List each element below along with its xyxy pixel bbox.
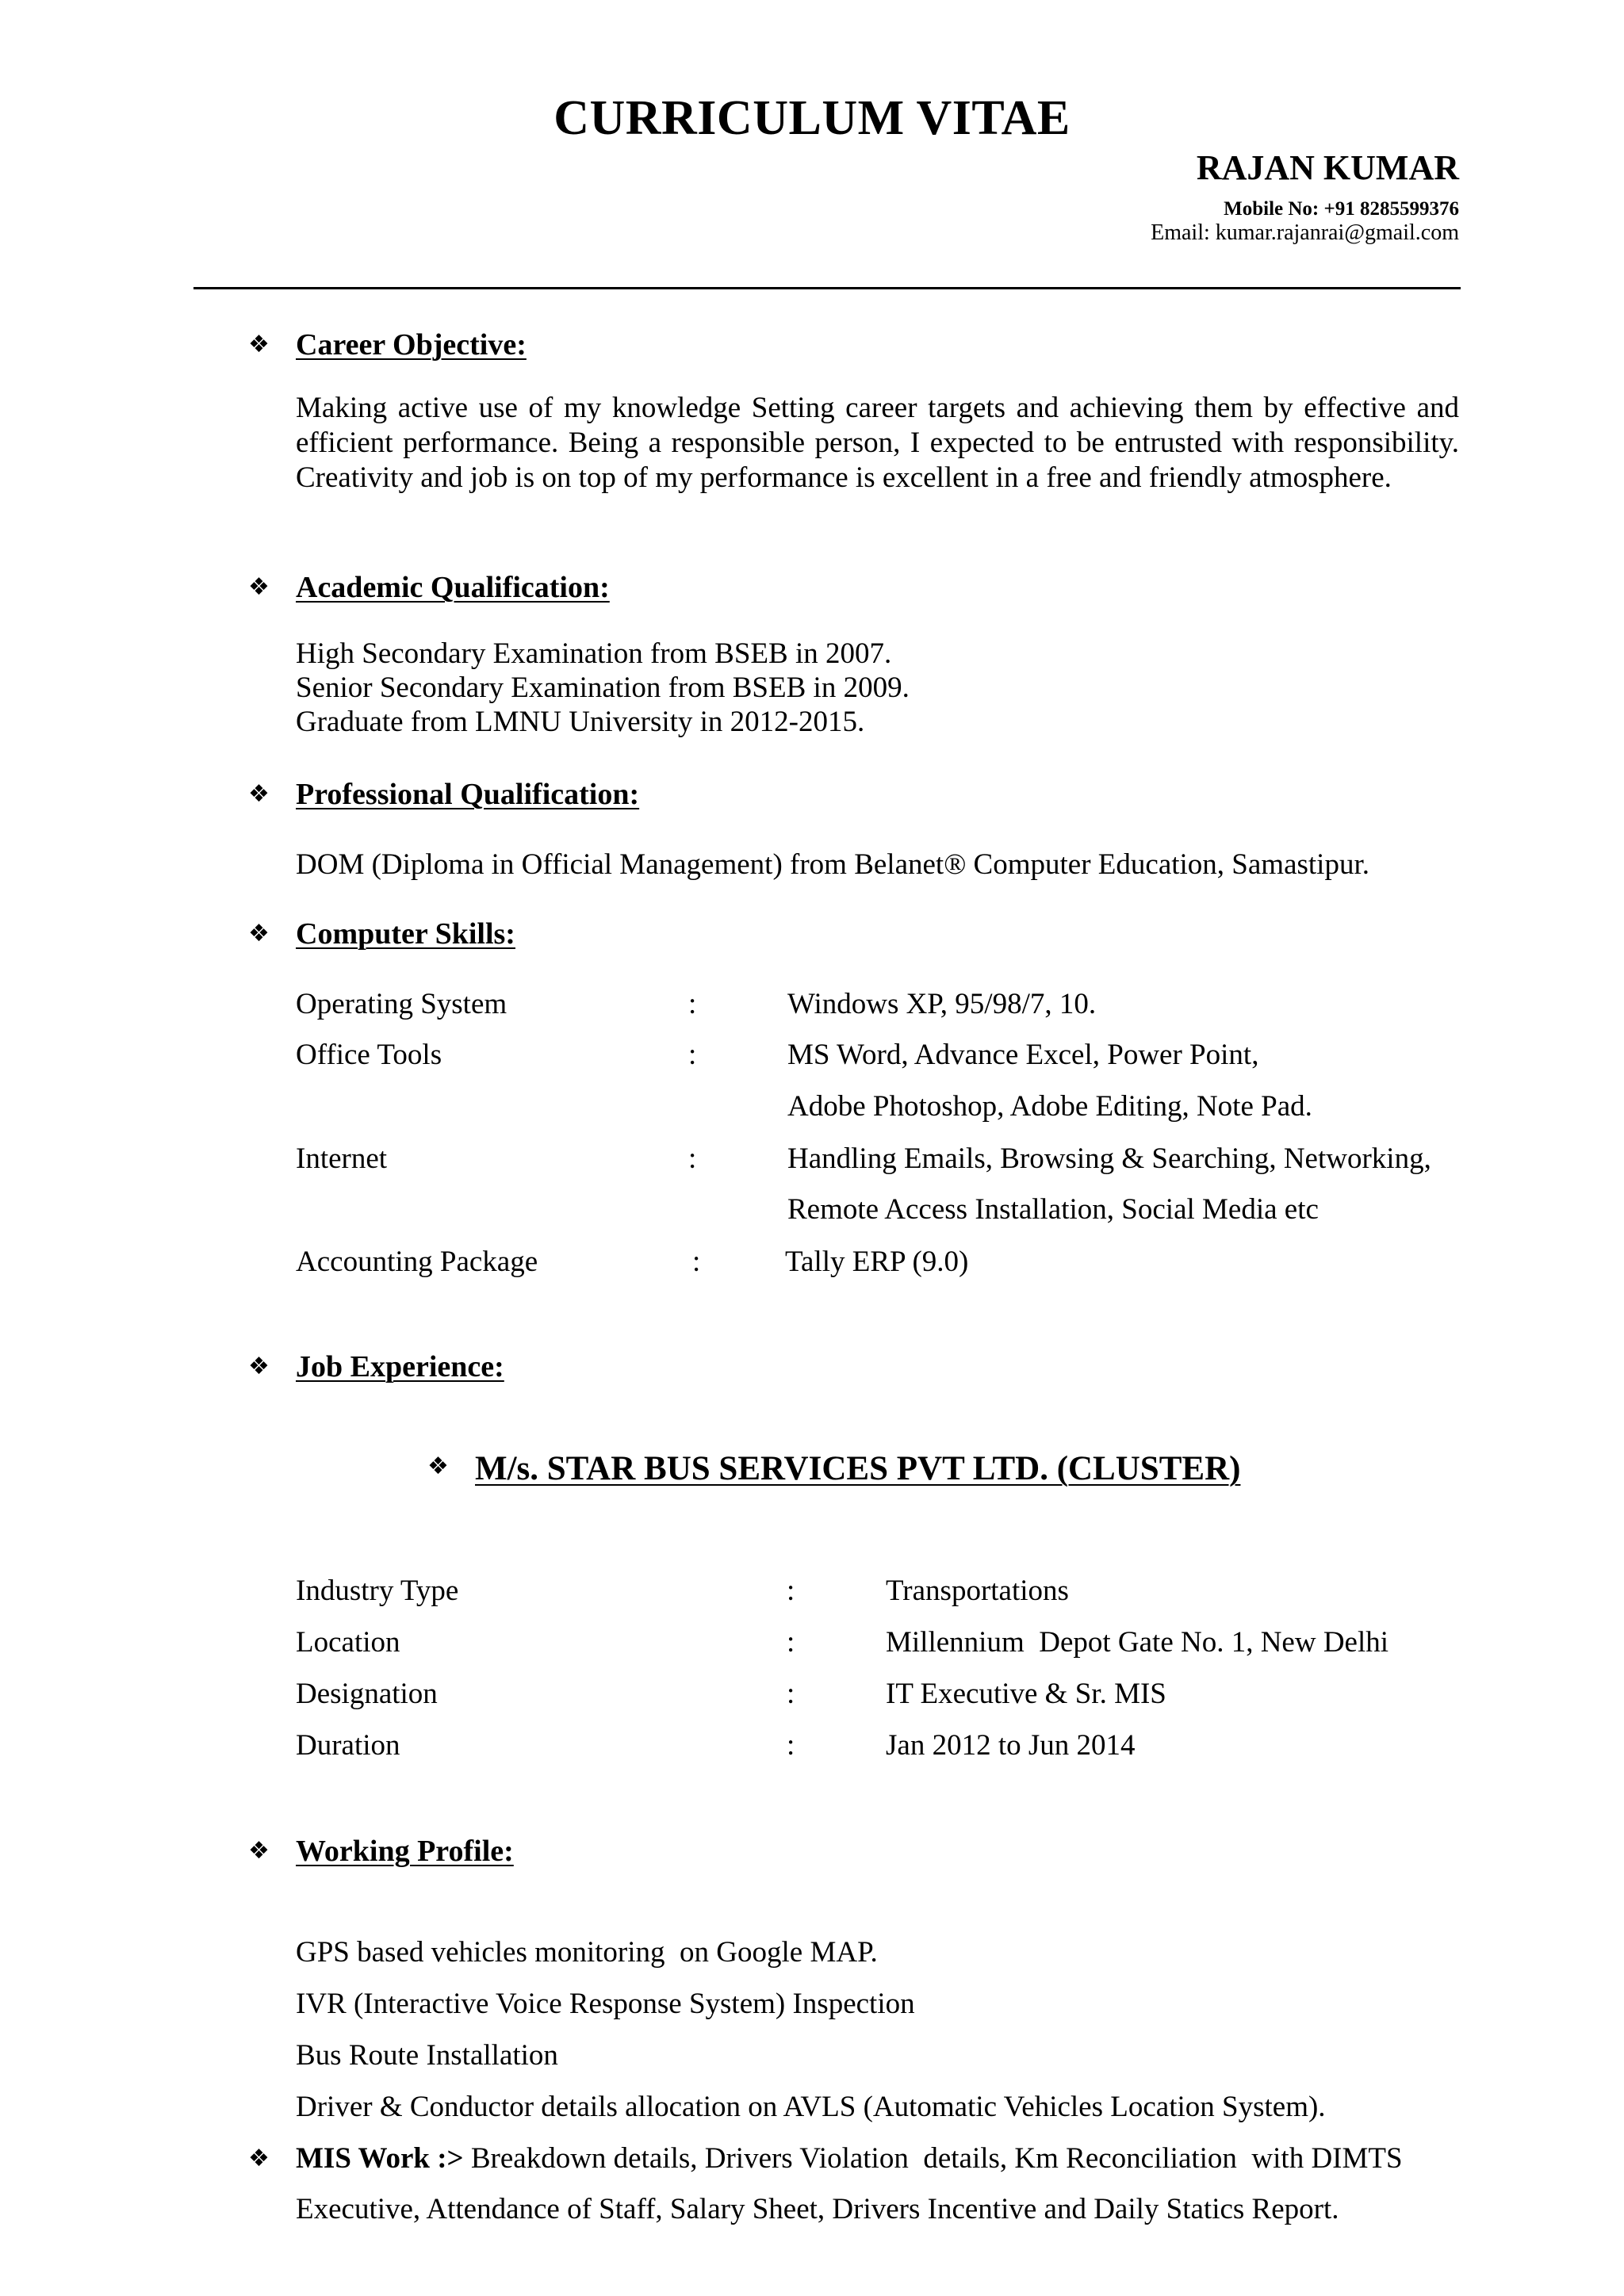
skill-label: Office Tools bbox=[296, 1039, 442, 1071]
skill-separator: : bbox=[688, 1039, 697, 1071]
company-name: M/s. STAR BUS SERVICES PVT LTD. (CLUSTER) bbox=[475, 1450, 1241, 1487]
job-value: Millennium Depot Gate No. 1, New Delhi bbox=[886, 1626, 1389, 1659]
skill-value: Tally ERP (9.0) bbox=[785, 1246, 969, 1278]
career-objective-text: Making active use of my knowledge Setting career targets and achieving them by effective and efficient performance. Being a responsible person, I expected to be entrusted with responsibility. Creativity and job is on top of my performance is excellent in a free and friendly atmosphere. bbox=[296, 392, 1459, 494]
job-value: Jan 2012 to Jun 2014 bbox=[886, 1729, 1136, 1762]
diamond-bullet-icon: ❖ bbox=[248, 331, 270, 358]
skill-value: Handling Emails, Browsing & Searching, Networking, bbox=[787, 1142, 1431, 1175]
computer-skills-heading: Computer Skills: bbox=[296, 917, 515, 951]
document-title: CURRICULUM VITAE bbox=[553, 91, 1071, 145]
skill-separator: : bbox=[688, 988, 697, 1020]
academic-heading: Academic Qualification: bbox=[296, 571, 610, 604]
career-objective-heading: Career Objective: bbox=[296, 328, 527, 362]
working-profile-heading: Working Profile: bbox=[296, 1835, 514, 1868]
job-label: Designation bbox=[296, 1678, 438, 1710]
profile-item: IVR (Interactive Voice Response System) Inspection bbox=[296, 1988, 915, 2020]
mis-work-continuation: Executive, Attendance of Staff, Salary Sheet, Drivers Incentive and Daily Statics Report. bbox=[296, 2193, 1339, 2225]
diamond-bullet-icon: ❖ bbox=[248, 780, 270, 808]
email-address: Email: kumar.rajanrai@gmail.com bbox=[1151, 220, 1459, 245]
job-label: Duration bbox=[296, 1729, 400, 1762]
job-value: Transportations bbox=[886, 1575, 1069, 1607]
profile-item: Driver & Conductor details allocation on AVLS (Automatic Vehicles Location System). bbox=[296, 2091, 1326, 2123]
job-experience-heading: Job Experience: bbox=[296, 1350, 504, 1383]
skill-label: Internet bbox=[296, 1142, 388, 1175]
skill-separator: : bbox=[692, 1246, 701, 1278]
mobile-number: Mobile No: +91 8285599376 bbox=[1224, 198, 1459, 220]
job-separator: : bbox=[787, 1729, 795, 1762]
job-label: Location bbox=[296, 1626, 400, 1659]
skill-label: Accounting Package bbox=[296, 1246, 538, 1278]
skill-label: Operating System bbox=[296, 988, 508, 1020]
skill-value: Remote Access Installation, Social Media etc bbox=[787, 1193, 1319, 1226]
job-value: IT Executive & Sr. MIS bbox=[886, 1678, 1166, 1710]
mis-work-text: Breakdown details, Drivers Violation details, Km Reconciliation with DIMTS bbox=[463, 2142, 1403, 2175]
mis-work-label: MIS Work :> bbox=[296, 2142, 464, 2175]
mis-work-line bbox=[296, 2144, 1403, 2173]
diamond-bullet-icon: ❖ bbox=[248, 1837, 270, 1865]
professional-heading: Professional Qualification: bbox=[296, 778, 640, 811]
profile-item: GPS based vehicles monitoring on Google MAP. bbox=[296, 1936, 878, 1969]
diamond-bullet-icon: ❖ bbox=[248, 573, 270, 601]
skill-value: MS Word, Advance Excel, Power Point, bbox=[787, 1039, 1259, 1071]
academic-item: High Secondary Examination from BSEB in 2007. bbox=[296, 637, 892, 670]
job-separator: : bbox=[787, 1575, 795, 1607]
diamond-bullet-icon: ❖ bbox=[248, 920, 270, 947]
academic-item: Senior Secondary Examination from BSEB in 2009. bbox=[296, 672, 910, 704]
profile-item: Bus Route Installation bbox=[296, 2039, 558, 2072]
job-separator: : bbox=[787, 1678, 795, 1710]
skill-value: Adobe Photoshop, Adobe Editing, Note Pad. bbox=[787, 1090, 1312, 1123]
professional-text: DOM (Diploma in Official Management) from Belanet® Computer Education, Samastipur. bbox=[296, 848, 1369, 881]
skill-separator: : bbox=[688, 1142, 697, 1175]
academic-item: Graduate from LMNU University in 2012-2015. bbox=[296, 706, 865, 738]
diamond-bullet-icon: ❖ bbox=[248, 1353, 270, 1380]
job-label: Industry Type bbox=[296, 1575, 459, 1607]
header-divider bbox=[193, 287, 1461, 289]
diamond-bullet-icon: ❖ bbox=[427, 1452, 449, 1480]
job-separator: : bbox=[787, 1626, 795, 1659]
skill-value: Windows XP, 95/98/7, 10. bbox=[787, 988, 1097, 1020]
candidate-name: RAJAN KUMAR bbox=[1196, 148, 1459, 187]
diamond-bullet-icon: ❖ bbox=[248, 2145, 270, 2172]
